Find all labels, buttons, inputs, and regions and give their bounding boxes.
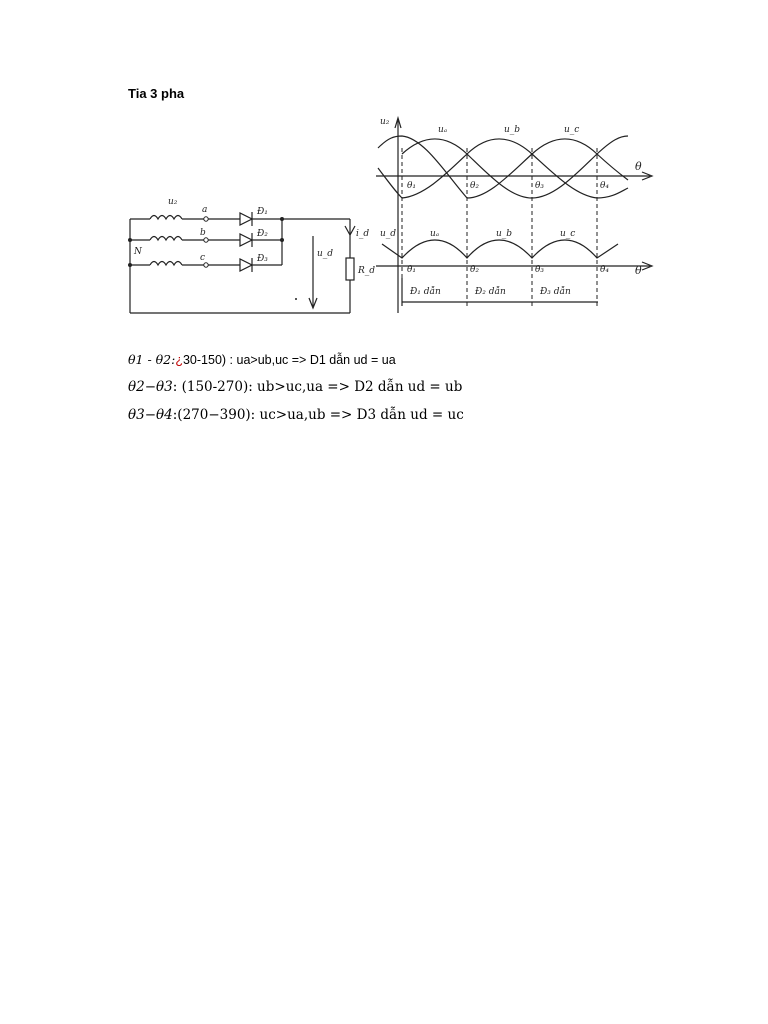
line1-math: θ1 - θ2: [128,352,176,367]
label-cond1: Đ₁ dẫn [410,287,441,297]
label-theta-bottom: θ [635,264,642,277]
label-cond3: Đ₃ dẫn [540,287,571,297]
rectifier-diagram [120,108,660,328]
dashed-markers [402,148,597,308]
label-t2-out: θ₂ [470,265,480,275]
label-phase-b: b [200,228,206,238]
label-ua-out: uₐ [430,229,440,239]
label-t2: θ₂ [470,181,480,191]
label-ua: uₐ [438,125,448,135]
label-id: i_d [356,229,370,239]
label-ub: u_b [504,125,521,135]
label-d1: Đ₁ [257,207,268,217]
label-phase-c: c [200,253,206,263]
label-t1-out: θ₁ [407,265,417,275]
label-neutral: N [134,247,142,257]
label-d2: Đ₂ [257,229,268,239]
line2-text: : (150-270): ub>uc,ua => D2 dẫn ud = ub [172,379,463,395]
sine-curves [378,136,628,258]
text-line-3 [128,407,464,423]
label-uc: u_c [564,125,580,135]
label-t1: θ₁ [407,181,417,191]
label-u2: u₂ [168,197,178,207]
waveform-axes [376,118,652,313]
label-ub-out: u_b [496,229,513,239]
label-t3: θ₃ [535,181,545,191]
line3-math: θ3−θ4 [128,407,173,423]
label-theta-top: θ [635,160,642,173]
line1-text: 30-150) : ua>ub,uc => D1 dẫn ud = ua [182,353,396,367]
line3-text: :(270−390): uc>ua,ub => D3 dẫn ud = uc [172,407,464,423]
text-line-2 [128,379,462,395]
rectifier-figure [120,108,660,328]
label-cond2: Đ₂ dẫn [475,287,506,297]
label-d3: Đ₃ [257,254,268,264]
line1-glyph: ¿ [175,353,183,367]
heading: Tia 3 pha [128,86,185,101]
label-t3-out: θ₃ [535,265,545,275]
label-ud: u_d [317,249,334,259]
circuit-schematic [130,212,355,313]
label-phase-a: a [202,205,208,215]
line2-math: θ2−θ3 [128,379,173,395]
label-uc-out: u_c [560,229,576,239]
label-t4: θ₄ [600,181,610,191]
label-rd: R_d [358,266,376,276]
text-line-1 [128,352,396,367]
label-top-axis: u₂ [380,117,390,127]
label-bottom-axis: u_d [380,229,397,239]
label-t4-out: θ₄ [600,265,610,275]
